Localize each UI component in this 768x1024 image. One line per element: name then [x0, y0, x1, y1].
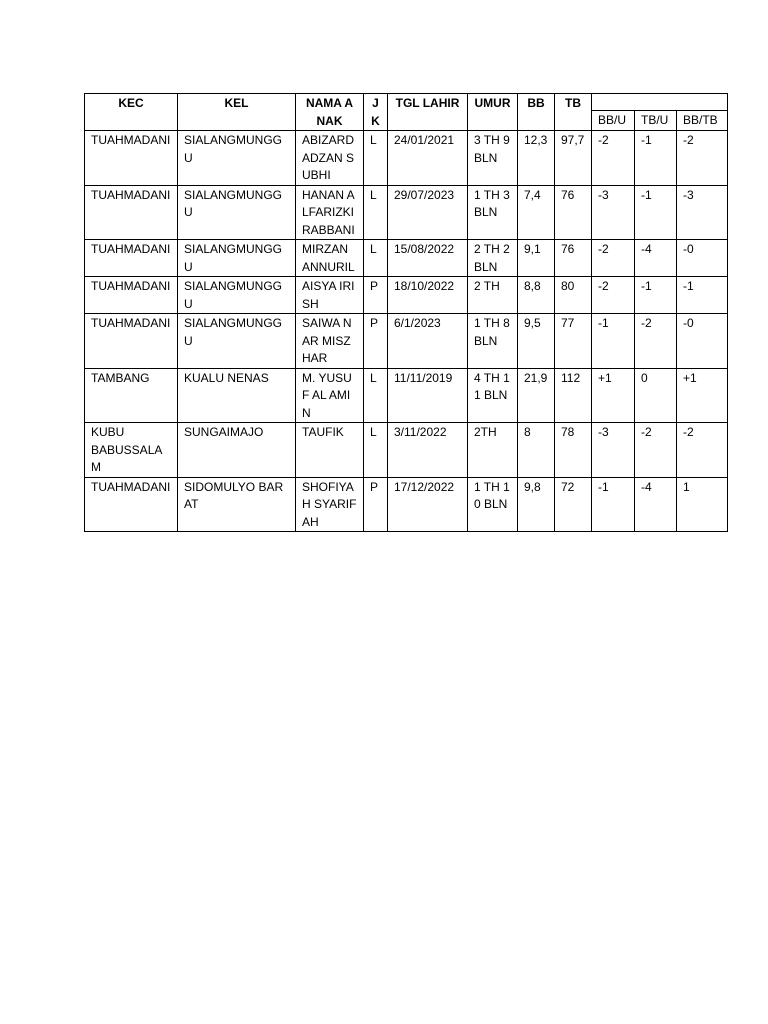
cell-jk: P [364, 477, 388, 532]
header-nama-anak: NAMA ANAK [296, 94, 364, 131]
cell-bb-u: -3 [592, 185, 635, 240]
data-table [84, 93, 728, 532]
table-row [85, 368, 728, 423]
cell-jk: L [364, 185, 388, 240]
cell-kel: SUNGAIMAJO [178, 423, 296, 478]
cell-tgl-lahir: 3/11/2022 [388, 423, 468, 478]
cell-tb-u: -1 [635, 277, 677, 314]
header-bb-tb: BB/TB [677, 111, 728, 131]
cell-kec: TUAHMADANI [85, 277, 178, 314]
cell-umur: 2 TH 2BLN [468, 240, 518, 277]
cell-kec: TUAHMADANI [85, 240, 178, 277]
cell-kec: KUBU BABUSSALAM [85, 423, 178, 478]
table-body [85, 131, 728, 532]
cell-bb-tb: -3 [677, 185, 728, 240]
cell-tb: 77 [555, 314, 592, 369]
cell-nama: SHOFIYAH SYARIFAH [296, 477, 364, 532]
cell-tb-u: 0 [635, 368, 677, 423]
cell-tb-u: -2 [635, 423, 677, 478]
table-row [85, 477, 728, 532]
cell-umur: 4 TH 11 BLN [468, 368, 518, 423]
cell-tgl-lahir: 29/07/2023 [388, 185, 468, 240]
cell-bb-tb: -2 [677, 423, 728, 478]
cell-bb-u: -2 [592, 277, 635, 314]
header-bb: BB [518, 94, 555, 131]
cell-nama: TAUFIK [296, 423, 364, 478]
cell-kel: SIDOMULYO BARAT [178, 477, 296, 532]
cell-jk: P [364, 277, 388, 314]
cell-kel: SIALANGMUNGGU [178, 131, 296, 186]
cell-jk: L [364, 131, 388, 186]
header-tgl-lahir: TGL LAHIR [388, 94, 468, 131]
cell-bb-tb: -1 [677, 277, 728, 314]
cell-tb-u: -4 [635, 240, 677, 277]
cell-kel: KUALU NENAS [178, 368, 296, 423]
table-row [85, 423, 728, 478]
cell-bb: 8,8 [518, 277, 555, 314]
cell-umur: 3 TH 9 BLN [468, 131, 518, 186]
cell-kel: SIALANGMUNGGU [178, 314, 296, 369]
cell-tb-u: -1 [635, 131, 677, 186]
cell-kec: TUAHMADANI [85, 131, 178, 186]
cell-jk: P [364, 314, 388, 369]
cell-kel: SIALANGMUNGGU [178, 185, 296, 240]
cell-bb-tb: 1 [677, 477, 728, 532]
cell-tgl-lahir: 6/1/2023 [388, 314, 468, 369]
cell-tb: 76 [555, 185, 592, 240]
cell-nama: HANAN ALFARIZKI RABBANI [296, 185, 364, 240]
cell-bb: 7,4 [518, 185, 555, 240]
cell-bb: 8 [518, 423, 555, 478]
cell-bb-tb: -0 [677, 240, 728, 277]
cell-tb: 97,7 [555, 131, 592, 186]
cell-kec: TUAHMADANI [85, 477, 178, 532]
cell-bb-u: -3 [592, 423, 635, 478]
cell-tb-u: -4 [635, 477, 677, 532]
table-row [85, 131, 728, 186]
cell-bb: 12,3 [518, 131, 555, 186]
cell-tb: 72 [555, 477, 592, 532]
cell-tb-u: -1 [635, 185, 677, 240]
cell-bb-u: -2 [592, 240, 635, 277]
header-tb: TB [555, 94, 592, 131]
cell-kel: SIALANGMUNGGU [178, 240, 296, 277]
cell-umur: 1 TH 10 BLN [468, 477, 518, 532]
cell-kel: SIALANGMUNGGU [178, 277, 296, 314]
cell-nama: ABIZARD ADZAN SUBHI [296, 131, 364, 186]
cell-umur: 2TH [468, 423, 518, 478]
cell-bb: 9,8 [518, 477, 555, 532]
cell-kec: TUAHMADANI [85, 314, 178, 369]
cell-tb: 80 [555, 277, 592, 314]
header-tb-u: TB/U [635, 111, 677, 131]
cell-tgl-lahir: 18/10/2022 [388, 277, 468, 314]
cell-bb: 9,1 [518, 240, 555, 277]
cell-jk: L [364, 368, 388, 423]
header-kel: KEL [178, 94, 296, 131]
cell-tgl-lahir: 17/12/2022 [388, 477, 468, 532]
cell-nama: MIRZAN ANNURIL [296, 240, 364, 277]
cell-umur: 1 TH 3 BLN [468, 185, 518, 240]
cell-bb-tb: -2 [677, 131, 728, 186]
cell-bb-u: +1 [592, 368, 635, 423]
cell-umur: 1 TH 8 BLN [468, 314, 518, 369]
cell-bb-u: -2 [592, 131, 635, 186]
cell-tgl-lahir: 11/11/2019 [388, 368, 468, 423]
table-row [85, 277, 728, 314]
table-row [85, 185, 728, 240]
cell-kec: TUAHMADANI [85, 185, 178, 240]
cell-bb: 9,5 [518, 314, 555, 369]
cell-tb: 112 [555, 368, 592, 423]
header-bb-u: BB/U [592, 111, 635, 131]
cell-nama: M. YUSUF AL AMIN [296, 368, 364, 423]
cell-bb-u: -1 [592, 477, 635, 532]
cell-tb: 78 [555, 423, 592, 478]
table-row [85, 314, 728, 369]
cell-bb: 21,9 [518, 368, 555, 423]
cell-tb-u: -2 [635, 314, 677, 369]
cell-jk: L [364, 240, 388, 277]
cell-tb: 76 [555, 240, 592, 277]
header-kec: KEC [85, 94, 178, 131]
cell-umur: 2 TH [468, 277, 518, 314]
header-status-group [592, 94, 728, 111]
cell-bb-tb: +1 [677, 368, 728, 423]
cell-bb-tb: -0 [677, 314, 728, 369]
cell-tgl-lahir: 24/01/2021 [388, 131, 468, 186]
cell-tgl-lahir: 15/08/2022 [388, 240, 468, 277]
header-umur: UMUR [468, 94, 518, 131]
cell-kec: TAMBANG [85, 368, 178, 423]
cell-nama: SAIWA NAR MISZHAR [296, 314, 364, 369]
cell-nama: AISYA IRISH [296, 277, 364, 314]
cell-bb-u: -1 [592, 314, 635, 369]
table-row [85, 240, 728, 277]
header-jk: JK [364, 94, 388, 131]
cell-jk: L [364, 423, 388, 478]
